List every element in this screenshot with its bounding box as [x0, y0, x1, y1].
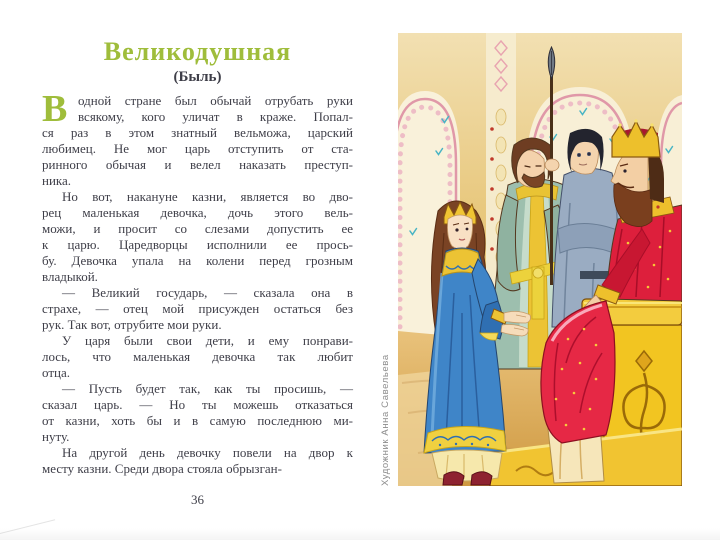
text-line: ся раз в этом знатный вельможа, царский: [42, 125, 353, 140]
text-line: страхе, — отец мой присужден остаться без: [42, 301, 353, 316]
text-line: сказал царь. — Но ты можешь отказаться: [42, 397, 353, 412]
drop-cap: В: [42, 88, 68, 130]
text-line: лось, что маленькая девочка так любит: [42, 349, 353, 364]
text-line: На другой день девочку повели на двор к: [62, 445, 353, 460]
text-line: бу. Девочка упала на колени перед грозным: [42, 253, 353, 268]
text-line: месту казни. Среди двора стояла обрызган-: [42, 461, 282, 476]
page-number: 36: [191, 492, 204, 507]
text-line: от казни, хоть бы и в самую последнюю ми-: [42, 413, 353, 428]
story-title: Великодушная: [103, 37, 292, 66]
body-text: [42, 88, 353, 477]
text-line: ринного обычая и велел наказать преступ-: [42, 157, 353, 172]
text-line: рец маленькая девочка, дочь этого вель-: [42, 205, 353, 220]
text-line: — Пусть будет так, как ты просишь, —: [62, 381, 353, 396]
text-line: можи, и просит со слезами допустить ее: [42, 221, 353, 236]
text-line: У царя были свои дети, и ему понрави-: [62, 333, 353, 348]
text-line: Но вот, накануне казни, является во дво-: [62, 189, 353, 204]
text-line: отца.: [42, 365, 70, 380]
text-line: нуту.: [42, 429, 70, 444]
page-bottom-shade: [0, 528, 720, 540]
text-line: владыкой.: [42, 269, 98, 284]
text-line: всякому, кого уличат в краже. Попал-: [78, 109, 353, 124]
text-line: ника.: [42, 173, 72, 188]
artist-credit: Художник Анна Савельева: [380, 354, 391, 486]
text-line: к царю. Царедворцы исполнили ее прось-: [42, 237, 353, 252]
text-line: рук. Так вот, отрубите мои руки.: [42, 317, 222, 332]
story-illustration: [398, 33, 682, 486]
text-line: одной стране был обычай отрубать руки: [78, 93, 353, 108]
text-line: — Великий государь, — сказала она в: [62, 285, 353, 300]
illustration-canvas: [398, 33, 682, 486]
left-page: [42, 38, 353, 477]
text-line: любимец. Не мог царь отступить от ста-: [42, 141, 353, 156]
story-subtitle: (Быль): [173, 69, 222, 85]
